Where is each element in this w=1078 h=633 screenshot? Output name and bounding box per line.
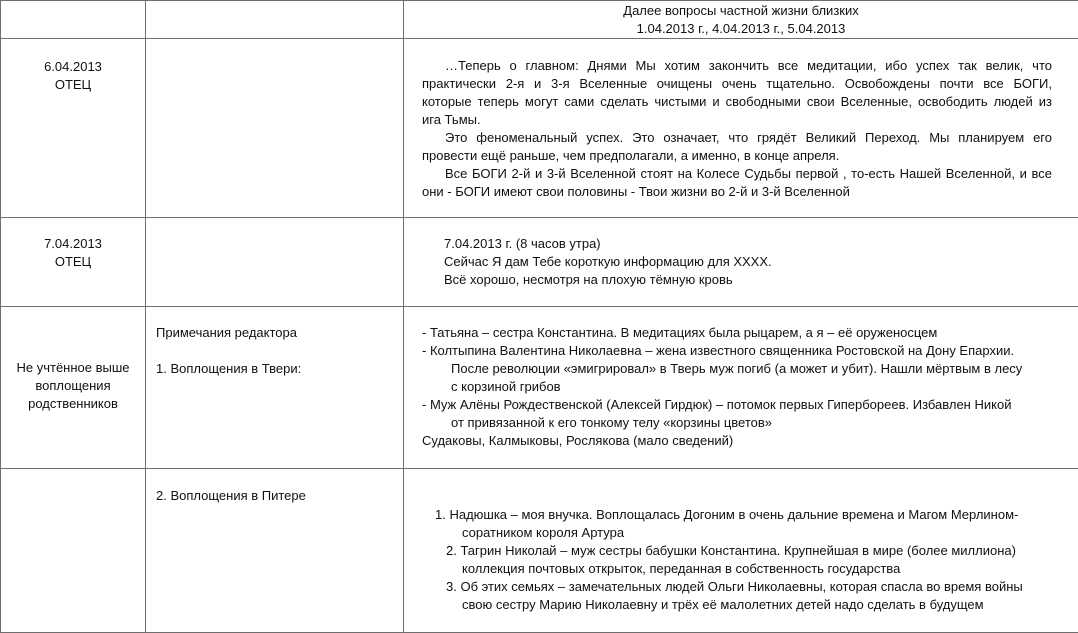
- message-text: [422, 57, 1052, 201]
- label-cell-4: [1, 469, 146, 633]
- entry-row-2: [1, 218, 1078, 307]
- text-cell-4: [404, 469, 1078, 633]
- text-line: от привязанной к его тонкому телу «корзины цветов»: [422, 414, 1078, 432]
- note-cell-1: [146, 39, 404, 218]
- text-line: они - БОГИ имеют свои половины - Твои жизни во 2-й и 3-й Вселенной: [422, 183, 1052, 201]
- text-cell-1: [404, 39, 1078, 218]
- text-line: Сейчас Я дам Тебе короткую информацию для ХХХХ.: [444, 253, 1078, 271]
- section-label-line: Не учтённое выше: [1, 359, 145, 377]
- text-line: 7.04.2013 г. (8 часов утра): [444, 235, 1078, 253]
- header-row: [1, 1, 1078, 39]
- text-line: Всё хорошо, несмотря на плохую тёмную кровь: [444, 271, 1078, 289]
- note-cell-4: [146, 469, 404, 633]
- header-cell-mid: [146, 1, 404, 39]
- text-line: После революции «эмигрировал» в Тверь муж погиб (а может и убит). Нашли мёртвым в лесу: [422, 360, 1078, 378]
- text-line: ига Тьмы.: [422, 111, 1052, 129]
- header-cell-left: [1, 1, 146, 39]
- header-cell-right: [404, 1, 1078, 39]
- section-label-line: родственников: [1, 395, 145, 413]
- text-line: практически 2-я и 3-я Вселенные очищены очень тщательно. Освобождены почти все БОГИ,: [422, 75, 1052, 93]
- text-line: Это феноменальный успех. Это означает, что грядёт Великий Переход. Мы планируем его: [422, 129, 1052, 147]
- entry-row-1: [1, 39, 1078, 218]
- header-line-1: Далее вопросы частной жизни близких: [404, 2, 1078, 20]
- text-line: которые теперь могут сами сделать чистыми и свободными свои Вселенные, освободить людей из: [422, 93, 1052, 111]
- text-line: с корзиной грибов: [422, 378, 1078, 396]
- entry-author: ОТЕЦ: [1, 253, 145, 271]
- text-line: - Татьяна – сестра Константина. В медитациях была рыцарем, а я – её оруженосцем: [422, 324, 1078, 342]
- entry-author: ОТЕЦ: [1, 76, 145, 94]
- entry-row-3: [1, 307, 1078, 469]
- list-item-line: соратником короля Артура: [404, 524, 1078, 542]
- entry-row-4: [1, 469, 1078, 633]
- text-line: провести ещё раньше, чем предполагали, а именно, в конце апреля.: [422, 147, 1052, 165]
- list-item-line: 3. Об этих семьях – замечательных людей Ольги Николаевны, которая спасла во время войны: [404, 578, 1078, 596]
- list-item-line: 1. Надюшка – моя внучка. Воплощалась Догоним в очень дальние времена и Магом Мерлином-: [404, 506, 1078, 524]
- note-cell-2: [146, 218, 404, 307]
- label-cell-3: [1, 307, 146, 469]
- text-cell-2: [404, 218, 1078, 307]
- notes-text: [422, 324, 1078, 450]
- text-line: Судаковы, Калмыковы, Рослякова (мало сведений): [422, 432, 1078, 450]
- section-label-line: воплощения: [1, 377, 145, 395]
- editor-notes-title: Примечания редактора: [156, 324, 403, 342]
- entry-date: 6.04.2013: [1, 58, 145, 76]
- piter-heading: 2. Воплощения в Питере: [156, 487, 403, 505]
- date-cell-1: [1, 39, 146, 218]
- text-line: …Теперь о главном: Днями Мы хотим закончить все медитации, ибо успех так велик, что: [422, 57, 1052, 75]
- message-text: [444, 235, 1078, 289]
- text-line: - Муж Алёны Рождественской (Алексей Гирдюк) – потомок первых Гипербореев. Избавлен Никой: [422, 396, 1078, 414]
- note-cell-3: [146, 307, 404, 469]
- text-line: - Колтыпина Валентина Николаевна – жена известного священника Ростовской на Дону Епархии.: [422, 342, 1078, 360]
- date-cell-2: [1, 218, 146, 307]
- piter-list: [404, 506, 1078, 614]
- list-item-line: свою сестру Марию Николаевну и трёх её малолетних детей надо сделать в будущем: [404, 596, 1078, 614]
- tver-heading: 1. Воплощения в Твери:: [156, 360, 403, 378]
- list-item-line: 2. Тагрин Николай – муж сестры бабушки Константина. Крупнейшая в мире (более миллиона): [404, 542, 1078, 560]
- header-line-2: 1.04.2013 г., 4.04.2013 г., 5.04.2013: [404, 20, 1078, 38]
- entry-date: 7.04.2013: [1, 235, 145, 253]
- list-item-line: коллекция почтовых открыток, переданная в собственность государства: [404, 560, 1078, 578]
- text-line: Все БОГИ 2-й и 3-й Вселенной стоят на Колесе Судьбы первой , то-есть Нашей Вселенной, и все: [422, 165, 1052, 183]
- text-cell-3: [404, 307, 1078, 469]
